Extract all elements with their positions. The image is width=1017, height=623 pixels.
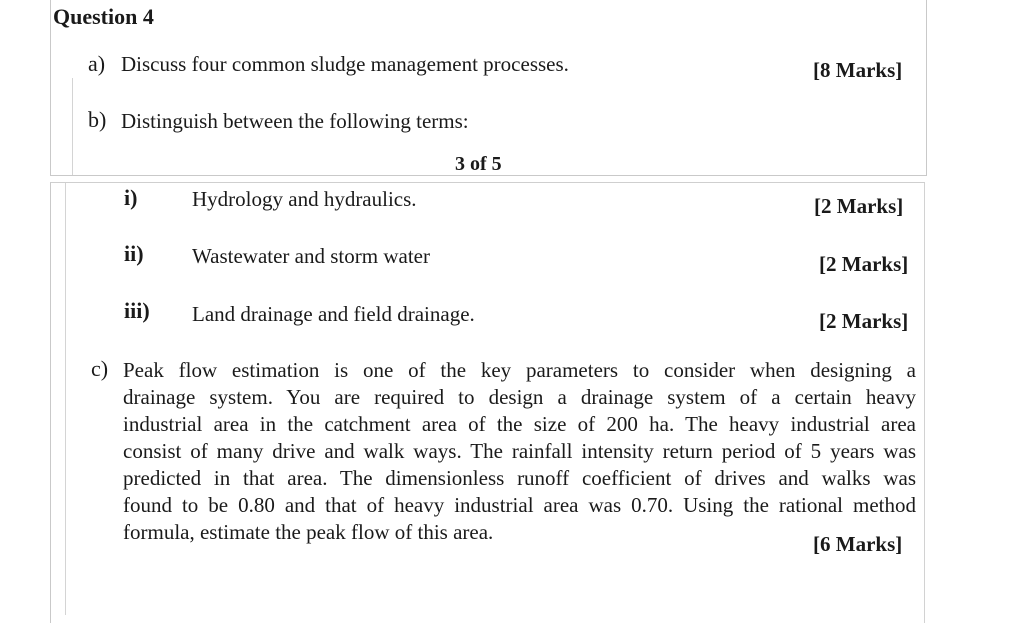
part-c-line: consist of many drive and walk ways. The rainfall intensity return period of 5 years was	[123, 439, 916, 463]
item-marks: [2 Marks]	[814, 194, 904, 218]
part-c-line: formula, estimate the peak flow of this area.	[123, 520, 494, 544]
part-c-marks: [6 Marks]	[813, 532, 903, 556]
item-label: iii)	[124, 298, 150, 323]
part-a-marks: [8 Marks]	[813, 58, 903, 82]
item-marks: [2 Marks]	[819, 309, 909, 333]
part-c-line: industrial area in the catchment area of the size of 200 ha. The heavy industrial area	[123, 412, 916, 436]
part-b-label: b)	[88, 107, 107, 132]
item-marks: [2 Marks]	[819, 252, 909, 276]
part-c-paragraph	[123, 357, 916, 546]
item-text: Wastewater and storm water	[192, 244, 430, 268]
item-label: i)	[124, 185, 138, 210]
margin-line-bottom	[65, 183, 66, 615]
question-title: Question 4	[53, 4, 154, 29]
part-a-text: Discuss four common sludge management processes.	[121, 52, 569, 76]
item-label: ii)	[124, 241, 144, 266]
margin-line-top	[72, 78, 73, 175]
item-text: Hydrology and hydraulics.	[192, 187, 417, 211]
part-c-line: found to be 0.80 and that of heavy industrial area was 0.70. Using the rational method	[123, 493, 916, 517]
page-frame-top	[50, 0, 927, 176]
page-indicator: 3 of 5	[455, 153, 502, 175]
part-c-label: c)	[91, 356, 109, 381]
item-text: Land drainage and field drainage.	[192, 302, 475, 326]
part-c-line: drainage system. You are required to design a drainage system of a certain heavy	[123, 385, 916, 409]
part-c-line: predicted in that area. The dimensionless runoff coefficient of drives and walks was	[123, 466, 916, 490]
part-b-text: Distinguish between the following terms:	[121, 109, 469, 133]
part-c-line: Peak flow estimation is one of the key parameters to consider when designing a	[123, 358, 916, 382]
part-a-label: a)	[88, 51, 106, 76]
